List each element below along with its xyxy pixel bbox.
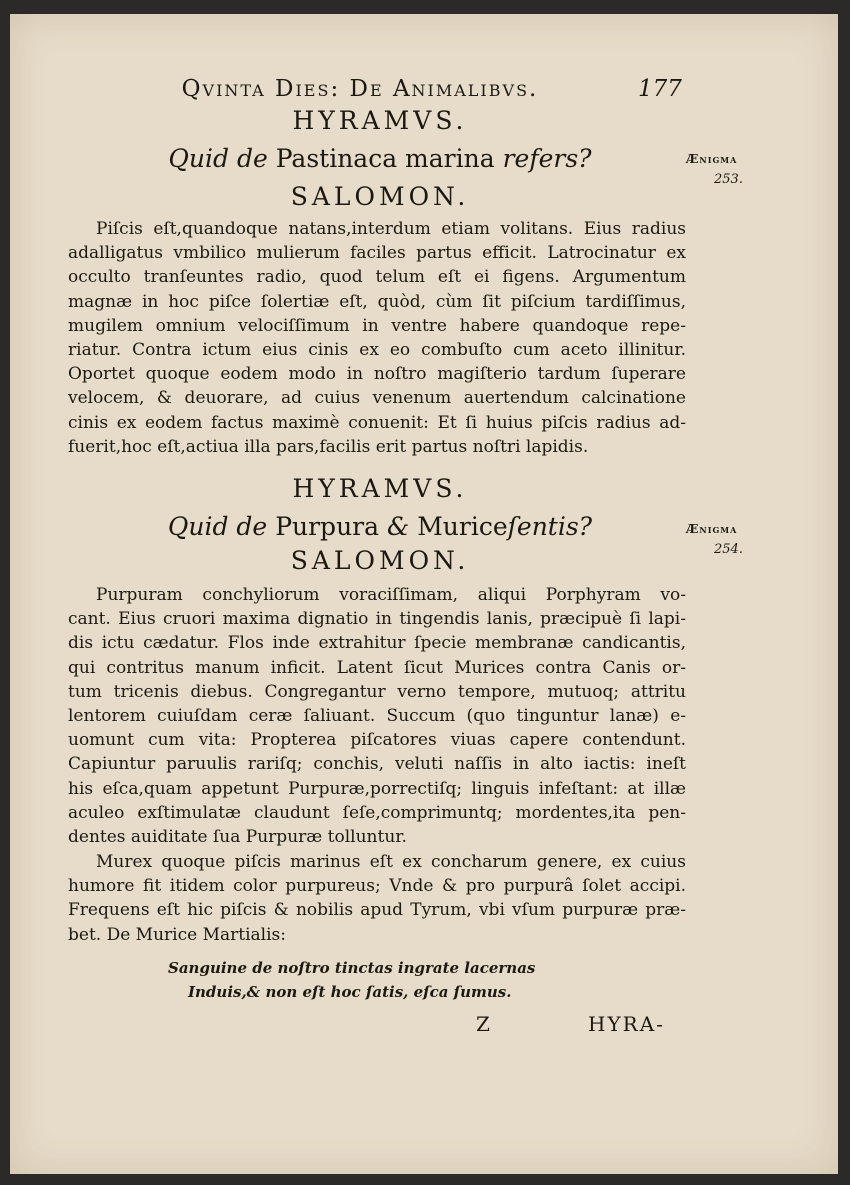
text-line: aculeo exſtimulatæ claudunt ſeſe,comprimuntq; mordentes,ita pen- [68,802,686,823]
text-line: qui contritus manum inficit. Latent ſicut Murices contra Canis or- [68,657,686,678]
text-line: bet. De Murice Martialis: [68,924,286,945]
page-number: 177 [638,76,682,102]
text-line: tum tricenis diebus. Congregantur verno tempore, mutuoq; attritu [68,681,686,702]
verse-line-1: Sanguine de noſtro tinctas ingrate lacernas [168,959,536,977]
text-line: Purpuram conchyliorum voraciſſimam, aliqui Porphyram vo- [96,585,686,605]
text-line: dentes auiditate ſua Purpuræ tolluntur. [68,827,407,848]
signature-mark: Z [476,1012,492,1036]
margin-enigma-number-2: 254. [714,542,743,557]
margin-enigma-label-2: Ænigma [686,522,738,536]
question-1-prefix: Quid de [168,144,268,173]
verse-line-2: Induis,& non eſt hoc ſatis, eſca ſumus. [188,983,512,1001]
book-page [10,14,838,1174]
text-line: riatur. Contra ictum eius cinis ex eo combuſto cum aceto illinitur. [68,340,686,361]
text-line: adalligatus vmbilico mulierum faciles partus efficit. Latrocinatur ex [68,243,686,264]
text-line: lentorem cuiuſdam ceræ ſaliuant. Succum (quo tinguntur lanæ) e- [68,706,686,727]
text-line: Frequens eſt hic piſcis & nobilis apud Tyrum, vbi vſum purpuræ præ- [68,900,686,921]
margin-enigma-label-1: Ænigma [686,152,738,166]
text-line: fuerit,hoc eſt,actiua illa pars,facilis erit partus noſtri lapidis. [68,436,589,457]
text-line: mugilem omnium velociſſimum in ventre habere quandoque repe- [68,315,686,336]
question-2-subject-purpura: Purpura [275,512,380,541]
speaker-hyramus-2: HYRAMVS. [292,474,468,503]
question-2-ampersand: & [386,512,410,541]
question-2-suffix: ſentis? [507,512,593,541]
text-line: magnæ in hoc piſce ſolertiæ eſt, quòd, cùm ſit piſcium tardiſſimus, [68,291,686,312]
question-1-subject: Pastinaca marina [275,144,495,173]
paragraph-purpura [68,583,686,849]
catchword: HYRA- [588,1012,665,1036]
text-line: humore fit itidem color purpureus; Vnde & pro purpurâ ſolet accipi. [68,876,686,897]
text-line: Capiuntur paruulis rariſq; conchis, veluti naſſis in alto iactis: ineſt [68,754,686,775]
text-line: Murex quoque piſcis marinus eſt ex concharum genere, ex cuius [96,852,686,872]
question-1 [10,144,750,173]
running-title: Qvinta Dies: De Animalibvs. [181,76,539,102]
text-line: his eſca,quam appetunt Purpuræ,porrectiſq; linguis infeſtant: at illæ [68,778,686,799]
paragraph-pastinaca [68,217,686,459]
text-line: occulto tranſeuntes radio, quod telum eſt ei figens. Argumentum [68,267,686,288]
text-line: cant. Eius cruori maxima dignatio in tingendis lanis, præcipuè ſi lapi- [68,609,686,630]
speaker-salomon-1: SALOMON. [290,182,470,211]
question-2 [10,512,750,541]
text-line: Piſcis eſt,quandoque natans,interdum etiam volitans. Eius radius [96,219,686,239]
speaker-hyramus-1: HYRAMVS. [292,106,468,135]
text-line: cinis ex eodem factus maximè conuenit: Et ſi huius piſcis radius ad- [68,412,686,433]
paragraph-murex [68,850,686,947]
text-line: dis ictu cædatur. Flos inde extrahitur ſpecie membranæ candicantis, [68,633,686,654]
text-line: velocem, & deuorare, ad cuius venenum auertendum calcinatione [68,388,686,409]
text-line: Oportet quoque eodem modo in noſtro magiſterio tardum ſuperare [68,364,686,385]
margin-enigma-number-1: 253. [714,172,743,187]
text-line: uomunt cum vita: Propterea piſcatores viuas capere contendunt. [68,730,686,751]
speaker-salomon-2: SALOMON. [290,546,470,575]
question-1-suffix: refers? [502,144,592,173]
question-2-subject-murice: Murice [417,512,508,541]
question-2-prefix: Quid de [167,512,268,541]
